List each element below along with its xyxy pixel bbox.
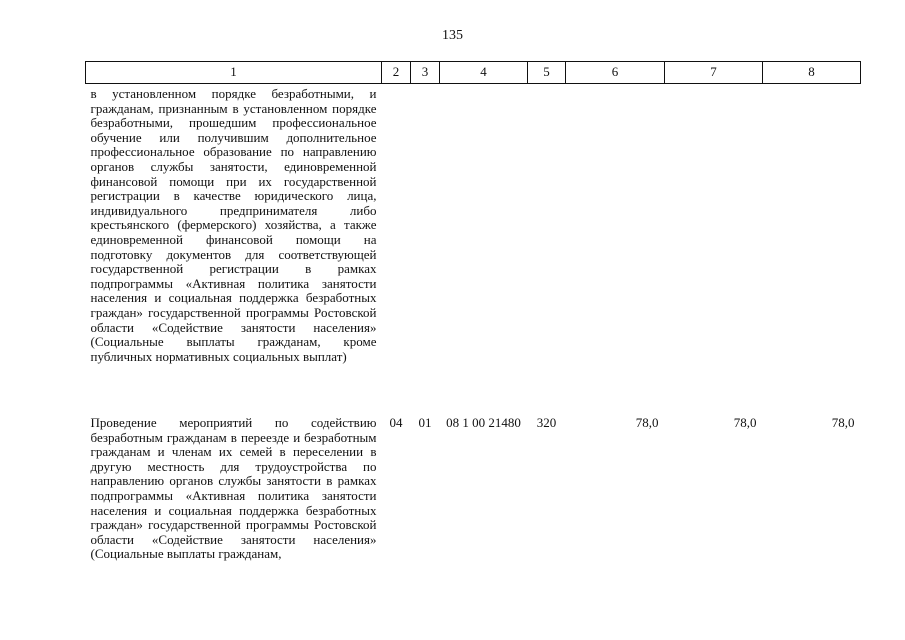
row-section-code	[382, 84, 411, 414]
row-amount-col8	[763, 84, 861, 414]
table-header-row	[86, 62, 861, 84]
table-row	[86, 84, 861, 414]
header-col-5: 5	[528, 62, 566, 84]
row-subsection-code	[411, 84, 440, 414]
header-col-6: 6	[566, 62, 665, 84]
table-row	[86, 413, 861, 571]
row-description: в установленном порядке безработными, и гражданам, признанным в установленном порядке безработными, прошедшим профессиональное обучение или получившим дополнительное профессиональное образование по направлению органов службы занятости, единовременной финансовой помощи при их государственной регистрации в качестве юридического лица, индивидуального предпринимателя либо крестьянского (фермерского) хозяйства, а также единовременной финансовой помощи на подготовку документов для соответствующей государственной регистрации в рамках подпрограммы «Активная политика занятости населения и социальная поддержка безработных граждан» государственной программы Ростовской области «Содействие занятости населения» (Социальные выплаты гражданам, кроме публичных нормативных социальных выплат)	[90, 86, 377, 364]
row-description: Проведение мероприятий по содействию безработным гражданам в переезде и безработным гражданам и членам их семей в переселении в другую местность для трудоустройства по направлению органов службы занятости в рамках подпрограммы «Активная политика занятости населения и социальная поддержка безработных граждан» государственной программы Ростовской области «Содействие занятости населения» (Социальные выплаты гражданам,	[90, 415, 377, 562]
page-number: 135	[442, 28, 463, 43]
row-expense-type: 320	[536, 415, 557, 430]
header-col-4: 4	[440, 62, 528, 84]
header-col-3: 3	[411, 62, 440, 84]
header-col-2: 2	[382, 62, 411, 84]
row-amount-col8: 78,0	[831, 415, 855, 430]
header-col-8: 8	[763, 62, 861, 84]
row-target-article	[440, 84, 528, 414]
budget-table	[85, 61, 861, 571]
row-target-article: 08 1 00 21480	[446, 415, 521, 430]
row-amount-col6: 78,0	[635, 415, 659, 430]
row-amount-col6	[566, 84, 665, 414]
row-section-code: 04	[389, 415, 403, 430]
row-subsection-code: 01	[418, 415, 432, 430]
row-amount-col7: 78,0	[733, 415, 757, 430]
header-col-7: 7	[665, 62, 763, 84]
row-expense-type	[528, 84, 566, 414]
row-amount-col7	[665, 84, 763, 414]
header-col-1: 1	[86, 62, 382, 84]
